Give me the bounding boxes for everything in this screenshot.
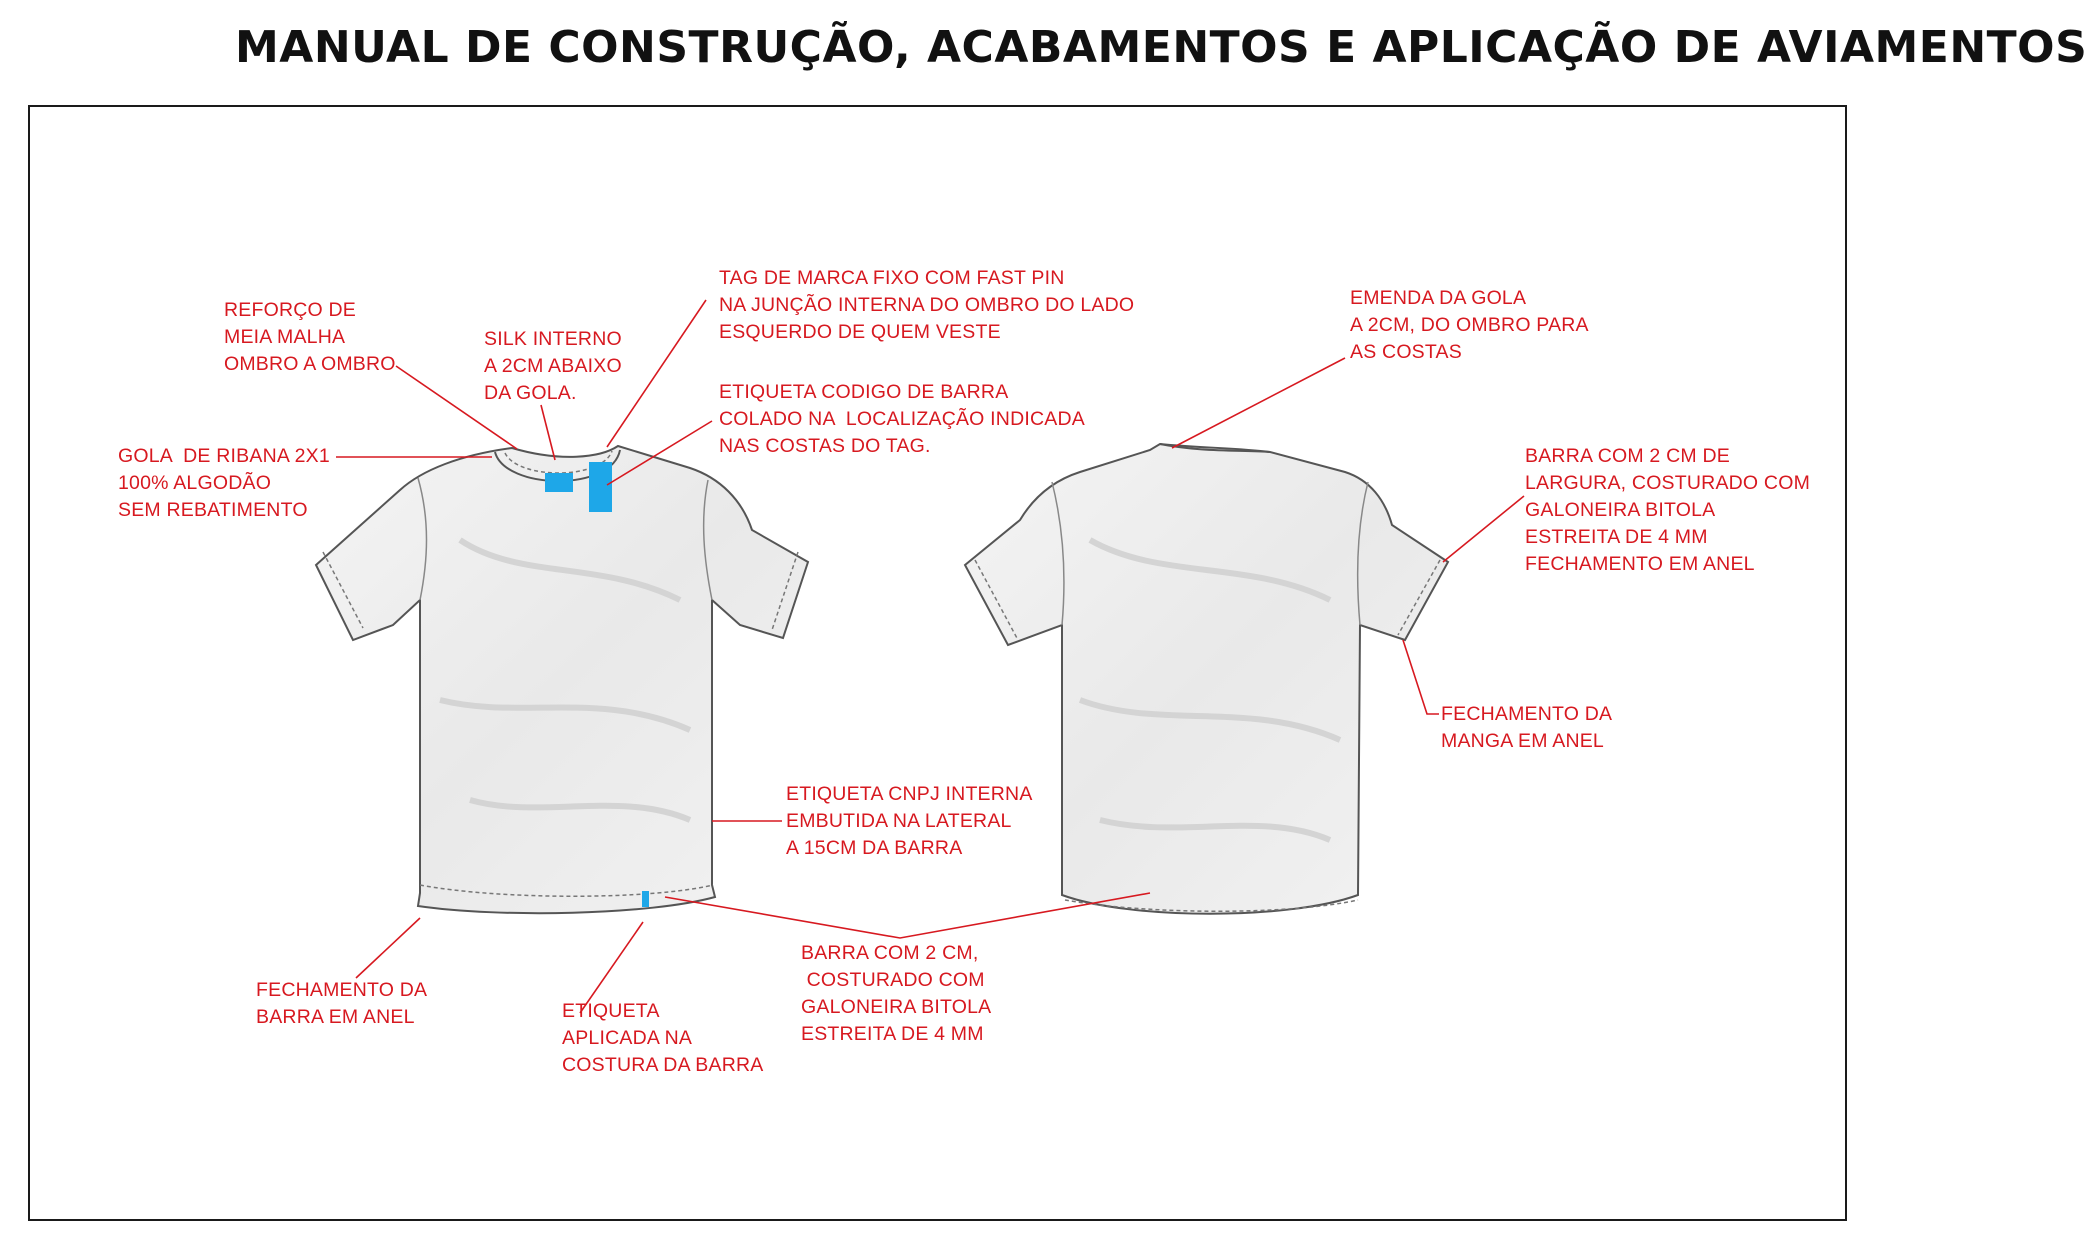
- back-tshirt: [965, 444, 1448, 914]
- note-barra-2cm: BARRA COM 2 CM, COSTURADO COM GALONEIRA BITOLA ESTREITA DE 4 MM: [801, 942, 992, 1045]
- note-fechamento-barra: FECHAMENTO DA BARRA EM ANEL: [256, 979, 428, 1028]
- note-etiqueta-cnpj: ETIQUETA CNPJ INTERNA EMBUTIDA NA LATERAL A 15CM DA BARRA: [786, 783, 1033, 859]
- page-title: MANUAL DE CONSTRUÇÃO, ACABAMENTOS E APLICAÇÃO DE AVIAMENTOS: [235, 22, 2087, 73]
- hem-label-marker: [642, 891, 649, 907]
- note-reforco: REFORÇO DE MEIA MALHA OMBRO A OMBRO: [224, 299, 396, 375]
- note-fechamento-manga: FECHAMENTO DA MANGA EM ANEL: [1441, 703, 1613, 752]
- note-etiqueta-codigo-barra: ETIQUETA CODIGO DE BARRA COLADO NA LOCALIZAÇÃO INDICADA NAS COSTAS DO TAG.: [719, 381, 1085, 457]
- brand-tag-marker: [589, 462, 612, 512]
- back-tshirt-body: [965, 444, 1448, 914]
- silk-label-marker: [545, 473, 573, 492]
- note-silk-interno: SILK INTERNO A 2CM ABAIXO DA GOLA.: [484, 328, 622, 404]
- note-emenda-gola: EMENDA DA GOLA A 2CM, DO OMBRO PARA AS COSTAS: [1350, 287, 1589, 363]
- front-tshirt-body: [316, 446, 808, 913]
- note-gola-ribana: GOLA DE RIBANA 2X1 100% ALGODÃO SEM REBATIMENTO: [118, 445, 330, 521]
- note-etiqueta-costura: ETIQUETA APLICADA NA COSTURA DA BARRA: [562, 1000, 764, 1076]
- note-barra-manga: BARRA COM 2 CM DE LARGURA, COSTURADO COM GALONEIRA BITOLA ESTREITA DE 4 MM FECHAMENTO EM ANEL: [1525, 445, 1811, 575]
- note-tag-marca: TAG DE MARCA FIXO COM FAST PIN NA JUNÇÃO INTERNA DO OMBRO DO LADO ESQUERDO DE QUEM VESTE: [719, 267, 1135, 343]
- front-tshirt: [316, 446, 808, 913]
